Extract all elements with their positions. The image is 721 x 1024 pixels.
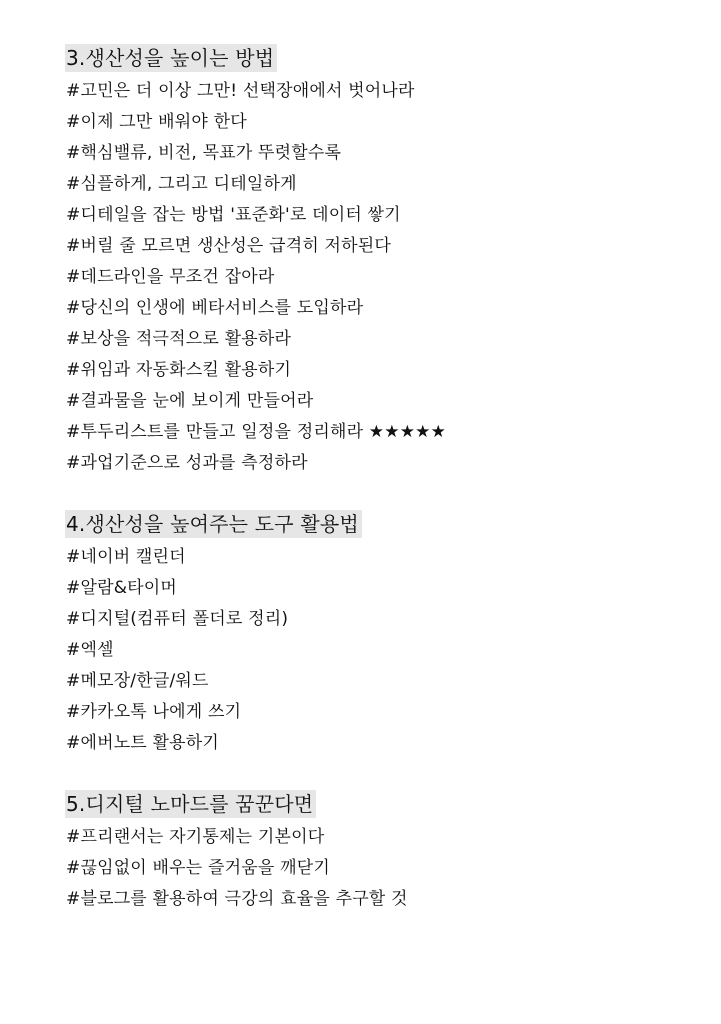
list-item: #버릴 줄 모르면 생산성은 급격히 저하된다 [66,236,392,256]
list-item: #위임과 자동화스킬 활용하기 [66,360,292,380]
list-item: #블로그를 활용하여 극강의 효율을 추구할 것 [66,889,408,909]
section-productivity-tools [66,510,686,759]
list-item: #이제 그만 배워야 한다 [66,112,247,132]
section-heading: 4.생산성을 높여주는 도구 활용법 [65,510,362,538]
item-list [66,822,686,915]
item-list [66,76,686,479]
list-item: #알람&타이머 [66,578,178,598]
section-heading: 3.생산성을 높이는 방법 [65,44,277,72]
list-item: #데드라인을 무조건 잡아라 [66,267,275,287]
list-item: #카카오톡 나에게 쓰기 [66,702,242,722]
list-item: #프리랜서는 자기통제는 기본이다 [66,827,325,847]
section-productivity-methods [66,44,686,479]
list-item: #심플하게, 그리고 디테일하게 [66,174,297,194]
document-page [66,44,686,915]
list-item: #고민은 더 이상 그만! 선택장애에서 벗어나라 [66,81,415,101]
list-item: #네이버 캘린더 [66,547,186,567]
section-digital-nomad [66,790,686,915]
list-item: #결과물을 눈에 보이게 만들어라 [66,391,314,411]
list-item: #과업기준으로 성과를 측정하라 [66,453,308,473]
list-item: #보상을 적극적으로 활용하라 [66,329,292,349]
list-item: #엑셀 [66,640,114,660]
item-list [66,542,686,759]
list-item: #당신의 인생에 베타서비스를 도입하라 [66,298,364,318]
section-heading: 5.디지털 노마드를 꿈꾼다면 [65,790,316,818]
list-item: #핵심밸류, 비전, 목표가 뚜렷할수록 [66,143,342,163]
list-item: #투두리스트를 만들고 일정을 정리해라 ★★★★★ [66,422,447,442]
list-item: #디테일을 잡는 방법 '표준화'로 데이터 쌓기 [66,205,401,225]
list-item: #메모장/한글/워드 [66,671,209,691]
list-item: #에버노트 활용하기 [66,733,220,753]
list-item: #끊임없이 배우는 즐거움을 깨닫기 [66,858,330,878]
list-item: #디지털(컴퓨터 폴더로 정리) [66,609,289,629]
